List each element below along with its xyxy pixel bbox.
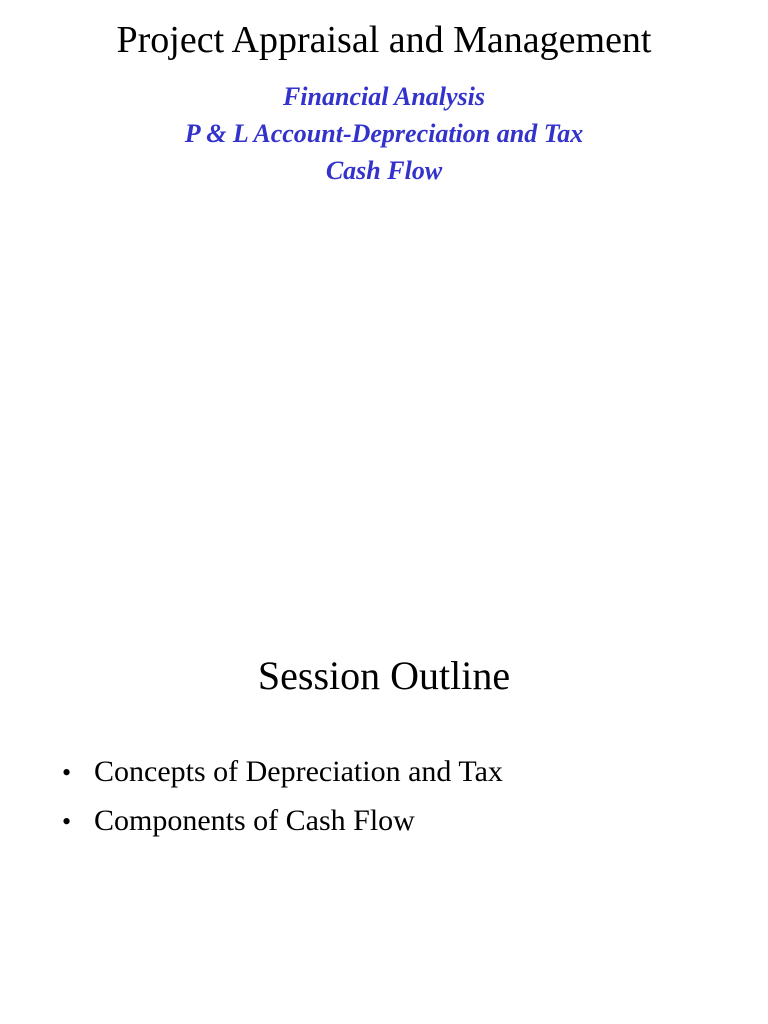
bullet-icon: • [62,807,72,836]
bullet-text: Components of Cash Flow [94,804,415,837]
slide-session-outline [0,512,768,1024]
subtitle-line-cash-flow: Cash Flow [325,156,443,185]
presentation-title: Project Appraisal and Management [116,19,652,61]
session-outline-title: Session Outline [257,653,511,698]
subtitle-block [0,78,768,189]
subtitle-line-financial-analysis: Financial Analysis [282,82,486,111]
bullet-icon: • [62,758,72,787]
bullet-text: Concepts of Depreciation and Tax [94,755,503,788]
list-item [62,797,503,846]
outline-bullet-list [62,748,503,846]
list-item [62,748,503,797]
subtitle-line-pl-account: P & L Account-Depreciation and Tax [184,119,584,148]
